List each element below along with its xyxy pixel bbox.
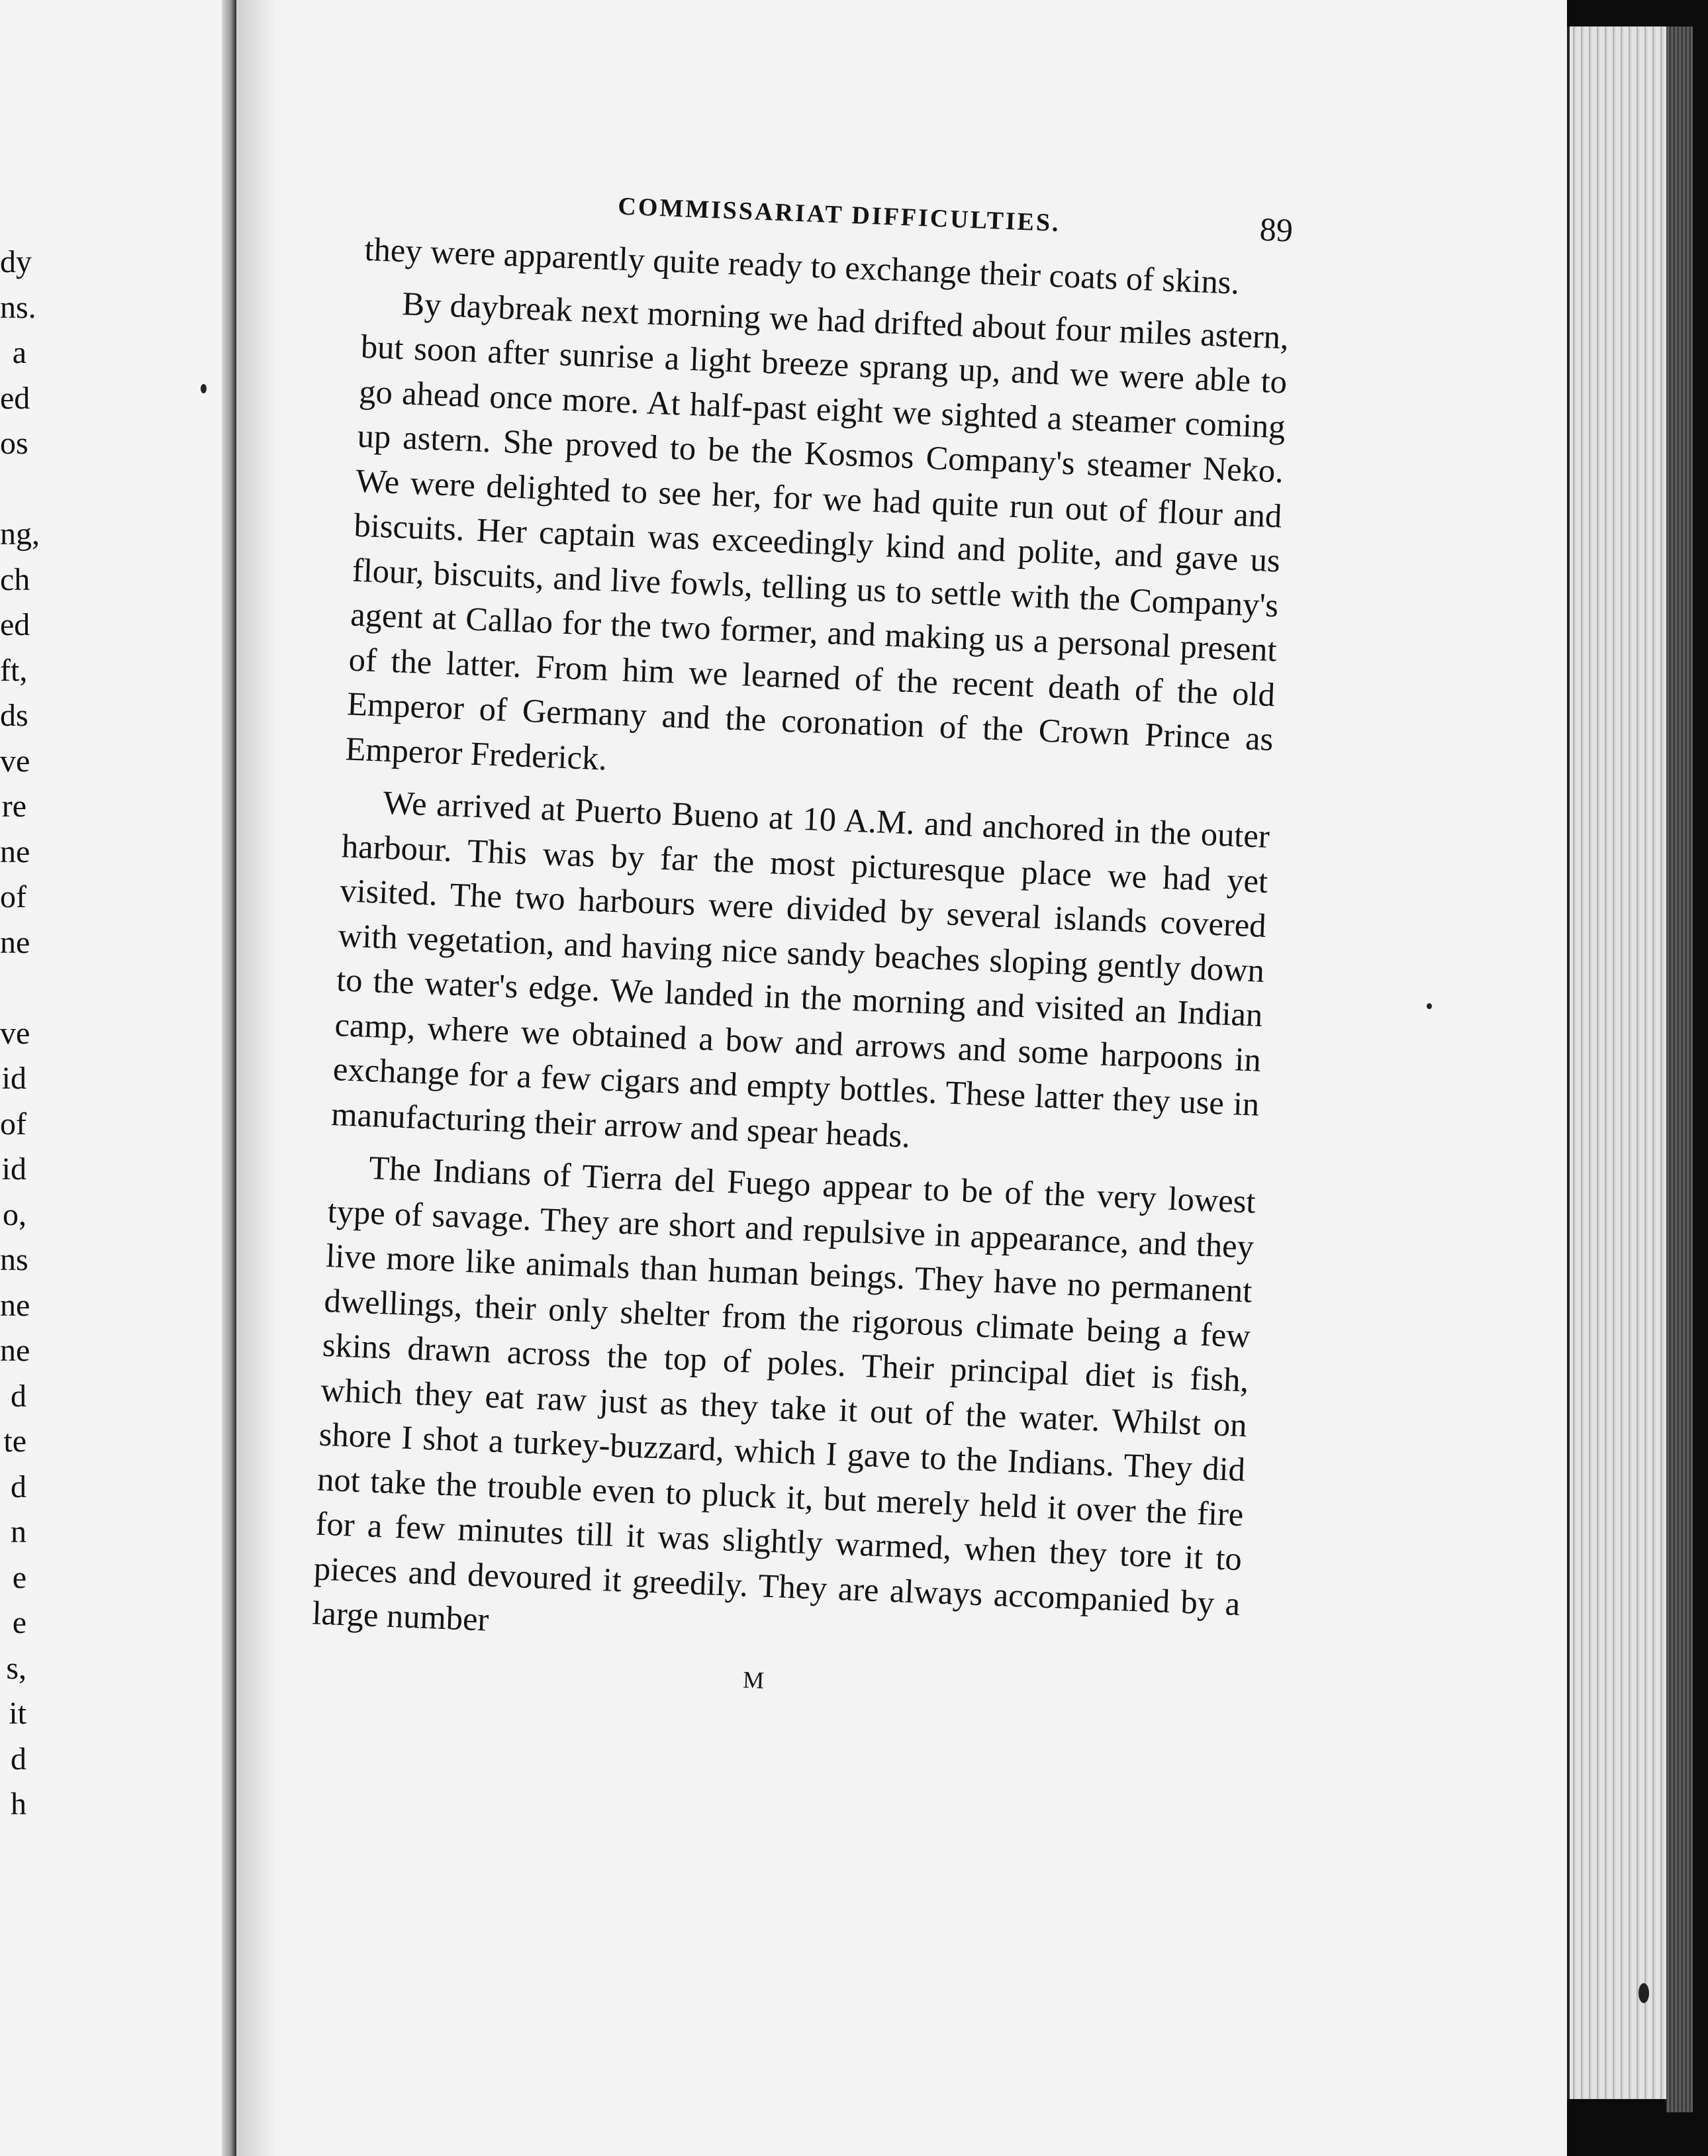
page-text-block: [310, 175, 1294, 1712]
previous-page-fragment: ft,: [0, 652, 28, 688]
paragraph: The Indians of Tierra del Fuego appear to be of the very lowest type of savage. They are short and repulsive in appearance, and they live more like animals than human beings. They have no permanent dwellings, their only shelter from the rigorous climate being a few skins drawn across the top of poles. Their principal diet is fish, which they eat raw just as they take it out of the water. Whilst on shore I shot a turkey-buzzard, which I gave to the Indians. They did not take the trouble even to pluck it, but merely held it over the fire for a few minutes till it was slightly warmed, when they tore it to pieces and devoured it greedily. They are always accompanied by a large number: [311, 1149, 1257, 1638]
previous-page-fragment: a: [12, 335, 26, 370]
previous-page-fragment: ed: [0, 607, 30, 642]
previous-page-fragment: ne: [0, 1333, 30, 1368]
previous-page-fragment: re: [1, 789, 26, 824]
paragraph: By daybreak next morning we had drifted about four miles astern, but soon after sunrise a light breeze sprang up, and we were able to go ahead once more. At half-past eight we sighted a steamer coming up astern. She proved to be the Kosmos Company's steamer Neko. We were delighted to see her, for we had quite run out of flour and biscuits. Her captain was exceedingly kind and polite, and gave us flour, biscuits, and live fowls, telling us to settle with the Company's agent at Callao for the two former, and making us a personal present of the latter. From him we learned of the recent death of the old Emperor of Germany and the coronation of the Crown Prince as Emperor Frederick.: [344, 284, 1290, 777]
previous-page-fragment: ne: [0, 924, 30, 960]
ink-speck: [1427, 1003, 1432, 1009]
previous-page-fragment: o,: [3, 1197, 26, 1232]
book-gutter: [222, 0, 236, 2156]
paragraph: they were apparently quite ready to exchange their coats of skins.: [363, 230, 1241, 301]
previous-page-edge: [0, 0, 232, 2156]
running-head-title: COMMISSARIAT DIFFICULTIES.: [617, 192, 1061, 238]
ink-speck: [201, 384, 207, 393]
previous-page-fragment: ve: [0, 1015, 30, 1051]
previous-page-fragment: ne: [0, 1287, 30, 1323]
previous-page-fragment: e: [12, 1605, 26, 1640]
previous-page-fragment: of: [0, 1106, 26, 1142]
previous-page-fragment: ne: [0, 834, 30, 869]
page-number: 89: [1258, 210, 1294, 249]
previous-page-fragment: ds: [0, 698, 28, 733]
previous-page-fragment: d: [11, 1378, 26, 1414]
previous-page-fragment: id: [1, 1152, 26, 1187]
previous-page-fragment: id: [1, 1061, 26, 1096]
previous-page-fragment: ns.: [0, 289, 36, 325]
page-fore-edge: [1567, 26, 1669, 2099]
previous-page-fragment: ed: [0, 380, 30, 416]
previous-page-fragment: s,: [6, 1650, 26, 1686]
previous-page-fragment: d: [11, 1469, 26, 1504]
previous-page-fragment: d: [11, 1741, 26, 1777]
previous-page-fragment: ve: [0, 743, 30, 779]
previous-page-fragment: os: [0, 426, 28, 461]
previous-page-fragment: it: [9, 1696, 26, 1731]
previous-page-fragment: h: [11, 1787, 26, 1822]
gutter-shadow: [236, 0, 276, 2156]
previous-page-fragment: ch: [0, 562, 30, 597]
book-cover-edge: [1666, 26, 1693, 2112]
ink-speck: [1638, 1983, 1649, 2003]
previous-page-fragment: dy: [0, 244, 32, 279]
previous-page-fragment: ng,: [0, 516, 40, 552]
signature-mark: M: [742, 1665, 765, 1694]
previous-page-fragment: te: [3, 1424, 26, 1459]
previous-page-fragment: e: [12, 1559, 26, 1595]
previous-page-fragment: ns: [0, 1242, 28, 1277]
body-text: [311, 227, 1292, 1671]
paragraph: We arrived at Puerto Bueno at 10 A.M. and anchored in the outer harbour. This was by far the most picturesque place we had yet visited. The two harbours were divided by several islands covered with vegetation, and having nice sandy beaches sloping gently down to the water's edge. We landed in the morning and visited an Indian camp, where we obtained a bow and arrows and some harpoons in exchange for a few cigars and empty bottles. These latter they use in manufacturing their arrow and spear heads.: [330, 783, 1270, 1155]
previous-page-fragment: of: [0, 879, 26, 914]
previous-page-fragment: n: [11, 1514, 26, 1549]
